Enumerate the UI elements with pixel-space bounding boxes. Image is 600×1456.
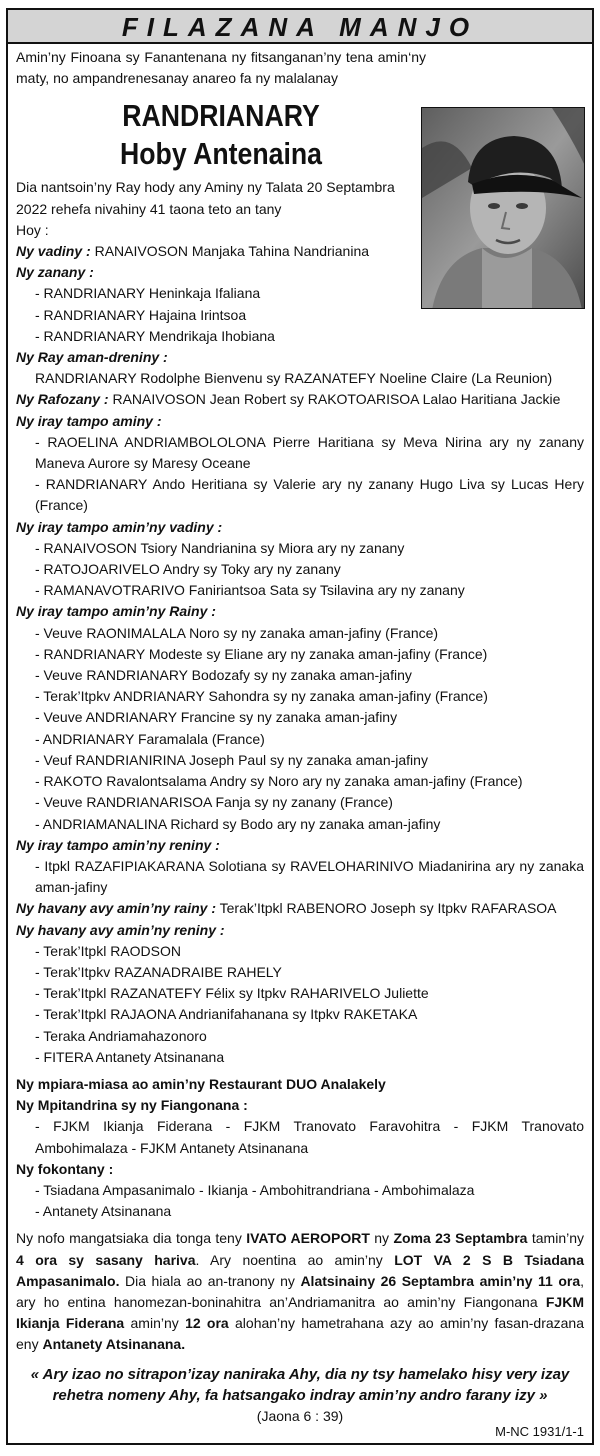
list-item: - Veuve RAONIMALALA Noro sy ny zanaka aman-jafiny (France) [35,624,439,641]
list-item: - RANDRIANARY Heninkaja Ifaliana [35,285,261,302]
list-item: - Veuve RANDRIANARISOA Fanja sy ny zanany (France) [35,794,393,811]
mpitandrina-text: - FJKM Ikianja Fiderana - FJKM Tranovato Faravohitra - FJKM Tranovato Ambohimalaza - FJKM Antanety Atsinanana [35,1118,584,1156]
hoy-label: Hoy : [16,221,49,238]
banner-title: FILAZANA MANJO [8,10,592,44]
list-item: - Antanety Atsinanana [35,1203,172,1220]
havany-rainy-section [16,898,584,919]
section-text: Terak’Itpkl RABENORO Joseph sy Itpkv RAFARASOA [215,900,557,917]
obituary-notice [6,8,594,1445]
iray-tampo-aminy-label: Ny iray tampo aminy : [16,412,162,429]
mpitandrina-label: Ny Mpitandrina sy ny Fiangonana : [16,1097,248,1114]
list-item: - Tsiadana Ampasanimalo - Ikianja - Ambohitrandriana - Ambohimalaza [35,1181,475,1198]
bible-quote: « Ary izao no sitrapon’izay naniraka Ahy, dia ny tsy hamelako hisy very izay rehetra nomeny Ahy, fa hatsangako indray amin’ny andro farany izy » [30,1365,570,1404]
list-item: - RANDRIANARY Ando Heritiana sy Valerie ary ny zanany Hugo Liva sy Lucas Hery (France) [35,476,584,514]
list-item: - Terak’Itpkl RAODSON [35,942,181,959]
iray-tampo-rainy-label: Ny iray tampo amin’ny Rainy : [16,603,216,620]
rafozany-section [16,389,584,410]
list-item: - ANDRIANARY Faramalala (France) [35,730,265,747]
list-item: - Terak’Itpkv RAZANADRAIBE RAHELY [35,963,282,980]
intro-text: Amin’ny Finoana sy Fanantenana ny fitsanganan’ny tena amin‘ny maty, no ampandrenesanay anareo fa ny malalanay [16,49,426,87]
list-item: - RANDRIANARY Hajaina Irintsoa [35,306,247,323]
list-item: - RAKOTO Ravalontsalama Andry sy Noro ary ny zanaka aman-jafiny (France) [35,773,523,790]
ray-aman-dreniny-label: Ny Ray aman-dreniny : [16,349,168,366]
list-item: - Veuf RANDRIANIRINA Joseph Paul sy ny zanaka aman-jafiny [35,751,428,768]
section-label: Ny havany avy amin’ny rainy : [16,900,216,917]
death-notice-line-1: Dia nantsoin’ny Ray hody any Aminy ny Talata 20 Septambra [16,179,395,196]
portrait-photo [421,107,585,309]
notice-body [8,44,592,1427]
portrait-image [422,108,585,309]
havany-reniny-label: Ny havany avy amin’ny reniny : [16,921,225,938]
list-item: - ANDRIAMANALINA Richard sy Bodo ary ny zanaka aman-jafiny [35,815,441,832]
list-item: - RATOJOARIVELO Andry sy Toky ary ny zanany [35,561,341,578]
ray-aman-dreniny-text: RANDRIANARY Rodolphe Bienvenu sy RAZANATEFY Noeline Claire (La Reunion) [35,370,553,387]
list-item: - RAOELINA ANDRIAMBOLOLONA Pierre Haritiana sy Meva Nirina ary ny zanany Maneva Aurore sy Maresy Oceane [35,433,584,472]
list-item: - Itpkl RAZAFIPIAKARANA Solotiana sy RAVELOHARINIVO Miadanirina ary ny zanaka aman-jafiny [35,857,584,896]
list-item: - Terak’Itpkl RAZANATEFY Félix sy Itpkv RAHARIVELO Juliette [35,985,429,1002]
iray-tampo-vadiny-label: Ny iray tampo amin’ny vadiny : [16,518,223,535]
list-item: - RANAIVOSON Tsiory Nandrianina sy Miora ary ny zanany [35,539,405,556]
deceased-given-names: Hoby Antenaina [120,136,322,172]
list-item: - RANDRIANARY Mendrikaja Ihobiana [35,327,275,344]
section-label: Ny vadiny : [16,243,91,260]
mpiara-miasa-text: Ny mpiara-miasa ao amin’ny Restaurant DUO Analakely [16,1075,386,1092]
section-label: Ny Rafozany : [16,391,109,408]
list-item: - Terak’Itpkl RAJAONA Andrianifahanana sy Itpkv RAKETAKA [35,1006,418,1023]
list-item: - Veuve ANDRIANARY Francine sy ny zanaka aman-jafiny [35,709,398,726]
list-item: - Teraka Andriamahazonoro [35,1027,207,1044]
section-text: RANAIVOSON Jean Robert sy RAKOTOARISOA Lalao Haritiana Jackie [108,391,561,408]
list-item: - Veuve RANDRIANARY Bodozafy sy ny zanaka aman-jafiny [35,667,412,684]
list-item: - FITERA Antanety Atsinanana [35,1048,225,1065]
fokontany-label: Ny fokontany : [16,1160,114,1177]
death-notice-line-2: 2022 rehefa nivahiny 41 taona teto an tany [16,200,282,217]
list-item: - RANDRIANARY Modeste sy Eliane ary ny zanaka aman-jafiny (France) [35,645,488,662]
zanany-label: Ny zanany : [16,264,94,281]
iray-tampo-reniny-label: Ny iray tampo amin’ny reniny : [16,836,220,853]
list-item: - Terak’Itpkv ANDRIANARY Sahondra sy ny zanaka aman-jafiny (France) [35,688,488,705]
deceased-surname: RANDRIANARY [122,98,320,134]
arrangements-paragraph: Ny nofo mangatsiaka dia tonga teny IVATO AEROPORT ny Zoma 23 Septambra tamin’ny 4 ora sy sasany hariva. Ary noentina ao amin’ny LOT VA 2 S B Tsiadana Ampasanimalo. Dia hiala ao an-tranony ny Alatsinainy 26 Septambra amin’ny 11 ora, ary ho entina hanomezan-boninahitra an’Andriamanitra ao amin’ny Fiangonana FJKM Ikianja Fiderana amin’ny 12 ora alohan’ny hametrahana azy ao amin’ny fasan-drazana eny Antanety Atsinanana. [16,1230,585,1353]
quote-reference: (Jaona 6 : 39) [256,1407,344,1424]
section-text: RANAIVOSON Manjaka Tahina Nandrianina [90,243,370,260]
list-item: - RAMANAVOTRARIVO Faniriantsoa Sata sy Tsilavina ary ny zanany [35,582,465,599]
ad-reference: M-NC 1931/1-1 [495,1424,584,1439]
